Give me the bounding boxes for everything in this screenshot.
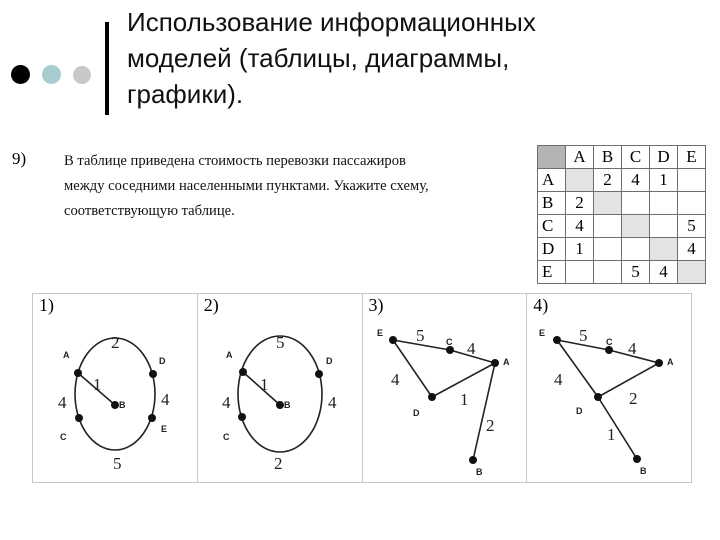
node-label: C — [222, 432, 230, 442]
task-number: 9) — [12, 149, 27, 168]
node-label: A — [502, 357, 509, 367]
table-row — [538, 238, 706, 261]
node-label: D — [412, 408, 419, 418]
option-label: 3) — [368, 295, 384, 315]
table-cell — [650, 238, 678, 261]
graph-edge-E-D — [557, 340, 598, 397]
table-cell: 4 — [622, 169, 650, 192]
graph-ring — [75, 338, 155, 450]
table-column-header: B — [594, 146, 622, 169]
edge-weight-label: 5 — [113, 454, 122, 473]
edge-weight-label: 2 — [629, 389, 638, 408]
edge-weight-label: 4 — [221, 393, 231, 412]
table-cell — [594, 238, 622, 261]
node-label: B — [475, 467, 482, 477]
title-line: моделей (таблицы, диаграммы, — [127, 43, 510, 73]
graph-node-E — [148, 414, 156, 422]
edge-weight-label: 5 — [579, 326, 588, 345]
edge-weight-label: 2 — [273, 454, 283, 473]
task-text-line: между соседними населенными пунктами. Укажите схему, — [64, 178, 429, 194]
table-cell: 1 — [650, 169, 678, 192]
table-cell — [678, 169, 706, 192]
task-text-line: В таблице приведена стоимость перевозки пассажиров — [64, 153, 406, 169]
table-cell — [594, 215, 622, 238]
edge-weight-label: 4 — [554, 370, 563, 389]
table-column-header: A — [566, 146, 594, 169]
table-cell: 4 — [678, 238, 706, 261]
table-cell — [622, 192, 650, 215]
table-corner-cell — [538, 146, 566, 169]
node-label: C — [60, 432, 67, 442]
edge-weight-label: 4 — [390, 370, 399, 389]
table-cell: 4 — [650, 261, 678, 284]
graph-node-E — [553, 336, 561, 344]
node-label: A — [667, 357, 674, 367]
table-row — [538, 192, 706, 215]
graph-node-D — [428, 393, 436, 401]
edge-weight-label: 5 — [415, 326, 424, 345]
edge-weight-label: 1 — [607, 425, 616, 444]
graph-node-D — [149, 370, 157, 378]
title-line: Использование информационных — [127, 7, 536, 37]
option-label: 4) — [533, 295, 549, 315]
table-cell — [594, 261, 622, 284]
graph-node-B — [469, 456, 477, 464]
edge-weight-label: 4 — [58, 393, 67, 412]
option-label: 2) — [203, 295, 219, 315]
edge-weight-label: 4 — [327, 393, 337, 412]
graph-node-A — [74, 369, 82, 377]
table-cell: 5 — [678, 215, 706, 238]
answer-option-2[interactable] — [198, 294, 363, 482]
graph-diagram — [363, 294, 527, 482]
node-label: A — [225, 350, 233, 360]
table-cell — [650, 215, 678, 238]
graph-diagram — [33, 294, 197, 482]
table-column-header: D — [650, 146, 678, 169]
graph-node-C — [238, 413, 246, 421]
edge-weight-label: 1 — [259, 375, 269, 394]
table-row-header: B — [538, 192, 566, 215]
table-row — [538, 261, 706, 284]
table-cell — [566, 169, 594, 192]
graph-node-A — [491, 359, 499, 367]
node-label: B — [119, 400, 126, 410]
node-label: A — [63, 350, 70, 360]
answer-option-1[interactable] — [33, 294, 198, 482]
node-label: E — [539, 328, 546, 338]
graph-node-A — [655, 359, 663, 367]
node-label: B — [640, 466, 647, 476]
cost-table — [537, 145, 706, 284]
edge-weight-label: 2 — [111, 333, 120, 352]
option-label: 1) — [39, 295, 54, 315]
bullet-dot-gray — [73, 66, 91, 84]
table-cell: 4 — [566, 215, 594, 238]
table-cell: 2 — [594, 169, 622, 192]
graph-node-B — [111, 401, 119, 409]
node-label: D — [325, 356, 333, 366]
table-cell — [650, 192, 678, 215]
table-header-row — [538, 146, 706, 169]
node-label: D — [159, 356, 166, 366]
edge-weight-label: 4 — [628, 339, 637, 358]
graph-node-C — [446, 346, 454, 354]
edge-weight-label: 4 — [161, 390, 170, 409]
graph-diagram — [198, 294, 362, 482]
table-row — [538, 169, 706, 192]
bullet-dot-blue — [42, 65, 61, 84]
graph-node-C — [605, 346, 613, 354]
task-text — [64, 149, 526, 224]
graph-diagram — [527, 294, 691, 482]
table-cell — [622, 215, 650, 238]
table-cell: 5 — [622, 261, 650, 284]
graph-node-E — [389, 336, 397, 344]
bullet-dot-black — [11, 65, 30, 84]
table-column-header: E — [678, 146, 706, 169]
table-row-header: C — [538, 215, 566, 238]
edge-weight-label: 1 — [93, 375, 102, 394]
edge-weight-label: 2 — [485, 416, 494, 435]
graph-node-D — [594, 393, 602, 401]
slide-title — [127, 4, 687, 112]
node-label: B — [283, 400, 291, 410]
table-column-header: C — [622, 146, 650, 169]
table-cell — [622, 238, 650, 261]
table-cell — [594, 192, 622, 215]
graph-node-B — [276, 401, 284, 409]
graph-node-D — [315, 370, 323, 378]
graph-node-C — [75, 414, 83, 422]
table-cell — [566, 261, 594, 284]
graph-node-A — [239, 368, 247, 376]
table-row-header: E — [538, 261, 566, 284]
table-row-header: D — [538, 238, 566, 261]
node-label: C — [445, 337, 452, 347]
node-label: E — [161, 424, 168, 434]
edge-weight-label: 4 — [466, 339, 475, 358]
table-cell — [678, 192, 706, 215]
node-label: E — [376, 328, 383, 338]
answer-option-3[interactable] — [363, 294, 528, 482]
graph-node-B — [633, 455, 641, 463]
task-text-line: соответствующую таблице. — [64, 203, 235, 219]
node-label: C — [606, 337, 613, 347]
node-label: D — [576, 406, 583, 416]
table-row — [538, 215, 706, 238]
title-line: графики). — [127, 79, 244, 109]
answer-options — [32, 293, 692, 483]
table-cell — [678, 261, 706, 284]
table-row-header: A — [538, 169, 566, 192]
table-cell: 2 — [566, 192, 594, 215]
title-divider — [105, 22, 109, 115]
graph-ring — [238, 336, 322, 452]
table-cell: 1 — [566, 238, 594, 261]
edge-weight-label: 1 — [459, 390, 468, 409]
graph-edge-A-B — [473, 363, 495, 460]
edge-weight-label: 5 — [275, 333, 285, 352]
answer-option-4[interactable] — [527, 294, 691, 482]
